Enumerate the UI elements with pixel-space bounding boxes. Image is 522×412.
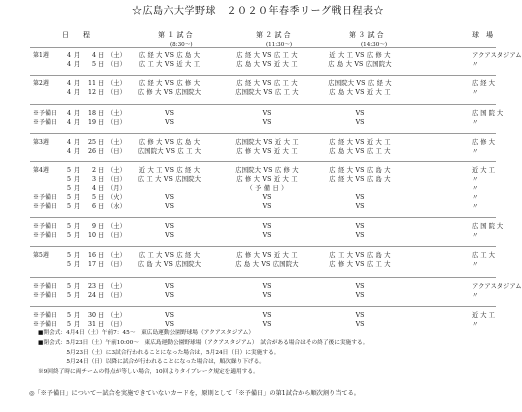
week-label: ※予備日 (33, 312, 58, 319)
weekday: （日） (107, 89, 126, 96)
date-day: 26 (87, 148, 96, 155)
month-suffix: 月 (74, 312, 81, 319)
week-label: ※予備日 (33, 283, 58, 290)
month-suffix: 月 (74, 176, 81, 183)
game-2-matchup: VS (262, 312, 272, 319)
game-3-matchup: VS (355, 283, 365, 290)
game-1-matchup: 広 修 大 VS 広 島 大 (138, 139, 201, 146)
game-1-matchup: VS (165, 223, 174, 230)
weekday: （土） (107, 252, 126, 259)
game-3-matchup: VS (355, 292, 365, 299)
game-3-matchup: 近 大 工 VS 広 修 大 (329, 52, 391, 59)
game-2-matchup: 広 修 大 VS 近 大 工 (236, 148, 298, 155)
game-2-matchup: VS (262, 292, 272, 299)
weekday: （日） (107, 321, 126, 328)
game-2-matchup: VS (262, 110, 272, 117)
game-2-matchup: 広 島 大 VS 近 大 工 (236, 61, 298, 68)
game-3-matchup: 広 工 大 VS 広 島 大 (329, 252, 391, 259)
game-1-matchup: VS (165, 312, 174, 319)
day-suffix: 日 (98, 321, 105, 328)
day-suffix: 日 (98, 232, 105, 239)
date-day: 5 (91, 61, 96, 68)
weekday: （日） (107, 148, 126, 155)
month-suffix: 月 (74, 61, 81, 68)
week-label: ※予備日 (33, 119, 58, 126)
weekday: （土） (107, 223, 126, 230)
stadium-name: 広 国 院 大 (472, 223, 504, 230)
stadium-name: 〃 (472, 61, 479, 68)
date-month: 5 (66, 252, 71, 259)
day-suffix: 日 (98, 61, 105, 68)
week-label: 第2週 (33, 80, 49, 87)
game-3-matchup: VS (355, 312, 365, 319)
header-game1: 第 １ 試 合 (158, 31, 193, 39)
weekday: （日） (107, 292, 126, 299)
day-suffix: 日 (98, 52, 105, 59)
date-month: 4 (66, 110, 71, 117)
date-day: 6 (91, 203, 96, 210)
date-month: 5 (66, 283, 71, 290)
game-1-matchup: VS (165, 292, 174, 299)
day-suffix: 日 (98, 223, 105, 230)
date-day: 4 (91, 185, 96, 192)
date-day: 17 (87, 261, 96, 268)
row-separator (30, 104, 496, 105)
month-suffix: 月 (74, 148, 81, 155)
game-3-matchup: VS (355, 203, 365, 210)
week-label: ※予備日 (33, 194, 58, 201)
month-suffix: 月 (74, 292, 81, 299)
day-suffix: 日 (98, 283, 105, 290)
game-1-matchup: 近 大 工 VS 広 経 大 (138, 167, 201, 174)
game-2-matchup: VS (262, 223, 272, 230)
day-suffix: 日 (98, 194, 105, 201)
game-1-matchup: 広 経 大 VS 広 修 大 (138, 80, 201, 87)
stadium-name: 〃 (472, 261, 479, 268)
weekday: （土） (107, 167, 126, 174)
week-label: ※予備日 (33, 232, 58, 239)
game-2-matchup: 広 経 大 VS 広 工 大 (236, 52, 298, 59)
game-3-matchup: VS (355, 110, 365, 117)
month-suffix: 月 (74, 139, 81, 146)
game-2-matchup: 広 修 大 VS 近 大 工 (236, 176, 298, 183)
date-month: 4 (66, 119, 71, 126)
date-month: 5 (66, 312, 71, 319)
game-1-matchup: 広 工 大 VS 広国院大 (137, 176, 202, 183)
month-suffix: 月 (74, 110, 81, 117)
game-1-matchup: 広国院大 VS 広 工 大 (137, 148, 202, 155)
game-1-matchup: VS (165, 283, 174, 290)
note-tiebreak: ※9回終了時に両チームの得点が等しい場合，10回よりタイブレーク規定を適用する。 (38, 369, 259, 375)
game-1-matchup: 広 工 大 VS 近 大 工 (138, 61, 201, 68)
day-suffix: 日 (98, 110, 105, 117)
stadium-name: 近 大 工 (472, 312, 495, 319)
game-3-matchup: 広 経 大 VS 広 島 大 (329, 167, 391, 174)
game-2-matchup: 広国院大 VS 広 工 大 (235, 89, 299, 96)
date-day: 12 (87, 89, 96, 96)
month-suffix: 月 (74, 203, 81, 210)
weekday: （日） (107, 261, 126, 268)
row-separator (30, 217, 496, 218)
weekday: （水） (107, 203, 126, 210)
day-suffix: 日 (98, 139, 105, 146)
day-suffix: 日 (98, 119, 105, 126)
date-month: 4 (66, 61, 71, 68)
date-month: 4 (66, 80, 71, 87)
month-suffix: 月 (74, 89, 81, 96)
game-3-matchup: VS (355, 223, 365, 230)
weekday: （土） (107, 80, 126, 87)
date-day: 3 (91, 176, 96, 183)
date-month: 5 (66, 261, 71, 268)
footer-note: ◎「※予備日」について～試合を実施できていないカードを，原則として「※予備日」の第1試合から順次割り当てる。 (29, 390, 360, 397)
stadium-name: 〃 (472, 203, 479, 210)
stadium-name: 広 修 大 (472, 139, 495, 146)
month-suffix: 月 (74, 119, 81, 126)
date-day: 16 (87, 252, 96, 259)
day-suffix: 日 (98, 261, 105, 268)
stadium-name: 〃 (472, 185, 479, 192)
stadium-name: 〃 (472, 292, 479, 299)
week-label: ※予備日 (33, 110, 58, 117)
date-day: 23 (87, 283, 96, 290)
month-suffix: 月 (74, 261, 81, 268)
stadium-name: 広 経 大 (472, 80, 495, 87)
month-suffix: 月 (74, 52, 81, 59)
month-suffix: 月 (74, 283, 81, 290)
game-3-matchup: 広 経 大 VS 近 大 工 (329, 139, 391, 146)
month-suffix: 月 (74, 223, 81, 230)
game-1-matchup: VS (165, 321, 174, 328)
month-suffix: 月 (74, 321, 81, 328)
day-suffix: 日 (98, 80, 105, 87)
day-suffix: 日 (98, 312, 105, 319)
month-suffix: 月 (74, 232, 81, 239)
stadium-name: 〃 (472, 321, 479, 328)
date-month: 5 (66, 321, 71, 328)
month-suffix: 月 (74, 80, 81, 87)
game-2-matchup: VS (262, 119, 272, 126)
game-2-matchup: VS (262, 283, 272, 290)
header-time1: (8:30～) (170, 42, 193, 48)
weekday: （日） (107, 176, 126, 183)
date-day: 4 (91, 52, 96, 59)
game-2-matchup: VS (262, 321, 272, 328)
game-1-matchup: 広 島 大 VS 広国院大 (137, 261, 202, 268)
date-day: 19 (87, 119, 96, 126)
stadium-name: 広 工 大 (472, 252, 495, 259)
row-separator (30, 306, 496, 307)
game-3-matchup: 広 島 大 VS 広国院大 (328, 61, 392, 68)
row-separator (30, 133, 496, 134)
date-month: 4 (66, 52, 71, 59)
game-3-matchup: VS (355, 232, 365, 239)
stadium-name: 近 大 工 (472, 167, 495, 174)
day-suffix: 日 (98, 176, 105, 183)
header-time2: (11:30～) (266, 42, 293, 48)
game-2-matchup: VS (262, 232, 272, 239)
note-closing: ■閉会式：5月23日（土）午前10:00～ 東広島運動公園野球場（アクアスタジアム） 試合がある場合はその終了後に実施する。 (38, 340, 369, 346)
month-suffix: 月 (74, 252, 81, 259)
game-3-matchup: 広 島 大 VS 近 大 工 (329, 89, 391, 96)
day-suffix: 日 (98, 292, 105, 299)
month-suffix: 月 (74, 194, 81, 201)
weekday: （土） (107, 52, 126, 59)
game-1-matchup: VS (165, 119, 174, 126)
weekday: （日） (107, 61, 126, 68)
stadium-name: 〃 (472, 194, 479, 201)
weekday: （日） (107, 232, 126, 239)
date-month: 5 (66, 223, 71, 230)
game-1-matchup: 広 工 大 VS 広 経 大 (138, 252, 201, 259)
row-separator (30, 161, 496, 162)
date-month: 4 (66, 148, 71, 155)
stadium-name: アクアスタジアム (472, 283, 522, 290)
date-month: 5 (66, 292, 71, 299)
week-label: 第5週 (33, 252, 49, 259)
header-stadium: 球 場 (472, 31, 493, 39)
day-suffix: 日 (98, 89, 105, 96)
date-month: 5 (66, 203, 71, 210)
day-suffix: 日 (98, 148, 105, 155)
week-label: 第1週 (33, 52, 49, 59)
week-label: ※予備日 (33, 203, 58, 210)
date-month: 5 (66, 176, 71, 183)
date-day: 30 (87, 312, 96, 319)
note-closing-alt1: 5月23日（土）に3試合行われることになった場合は，5月24日（日）に実施する。 (38, 350, 280, 356)
game-1-matchup: 広 経 大 VS 広 島 大 (138, 52, 201, 59)
game-2-matchup: 広 経 大 VS 広 工 大 (236, 80, 298, 87)
row-separator (30, 277, 496, 278)
date-day: 10 (87, 232, 96, 239)
date-month: 5 (66, 232, 71, 239)
date-day: 11 (87, 80, 96, 87)
date-month: 5 (66, 167, 71, 174)
row-separator (30, 75, 496, 76)
game-2-matchup: VS (262, 203, 272, 210)
game-2-matchup: 広 島 大 VS 広国院大 (235, 261, 299, 268)
weekday: （土） (107, 139, 126, 146)
day-suffix: 日 (98, 185, 105, 192)
game-2-matchup: 広国院大 VS 近 大 工 (235, 139, 299, 146)
date-month: 4 (66, 89, 71, 96)
header-game3: 第 ３ 試 合 (349, 31, 384, 39)
game-2-matchup: 広国院大 VS 広 修 大 (235, 167, 299, 174)
header-game2: 第 ２ 試 合 (256, 31, 291, 39)
month-suffix: 月 (74, 167, 81, 174)
date-day: 5 (91, 194, 96, 201)
header-time3: (14:30～) (361, 42, 388, 48)
game-2-matchup: （ 予 備 日 ） (246, 185, 288, 192)
week-label: ※予備日 (33, 223, 58, 230)
game-1-matchup: VS (165, 203, 174, 210)
day-suffix: 日 (98, 252, 105, 259)
weekday: （土） (107, 110, 126, 117)
game-3-matchup: 広 修 大 VS 広 工 大 (329, 261, 391, 268)
game-3-matchup: 広 島 大 VS 広 工 大 (329, 148, 391, 155)
note-opening: ■開会式：4月4日（土）午前7：45～ 東広島運動公園野球場（アクアスタジアム） (38, 330, 255, 336)
header-date: 日 程 (62, 31, 90, 39)
stadium-name: 広 国 院 大 (472, 110, 504, 117)
game-1-matchup: 広 修 大 VS 広国院大 (137, 89, 202, 96)
date-month: 5 (66, 185, 71, 192)
date-day: 2 (91, 167, 96, 174)
row-separator (30, 246, 496, 247)
game-1-matchup: VS (165, 194, 174, 201)
weekday: （日） (107, 119, 126, 126)
date-month: 5 (66, 194, 71, 201)
week-label: 第3週 (33, 139, 49, 146)
month-suffix: 月 (74, 185, 81, 192)
stadium-name: アクアスタジアム (472, 52, 522, 59)
date-day: 18 (87, 110, 96, 117)
game-3-matchup: 広国院大 VS 広 経 大 (328, 80, 392, 87)
stadium-name: 〃 (472, 232, 479, 239)
weekday: （土） (107, 312, 126, 319)
game-1-matchup: VS (165, 232, 174, 239)
game-3-matchup: VS (355, 119, 365, 126)
date-month: 4 (66, 139, 71, 146)
stadium-name: 〃 (472, 89, 479, 96)
game-2-matchup: 広 修 大 VS 近 大 工 (236, 252, 298, 259)
stadium-name: 〃 (472, 176, 479, 183)
week-label: 第4週 (33, 167, 49, 174)
game-1-matchup: VS (165, 110, 174, 117)
week-label: ※予備日 (33, 292, 58, 299)
page-title: ☆広島六大学野球 ２０２０年春季リーグ戦日程表☆ (132, 6, 384, 17)
date-day: 25 (87, 139, 96, 146)
game-3-matchup: VS (355, 321, 365, 328)
game-3-matchup: VS (355, 194, 365, 201)
week-label: ※予備日 (33, 321, 58, 328)
date-day: 24 (87, 292, 96, 299)
stadium-name: 〃 (472, 119, 479, 126)
game-3-matchup: 広 経 大 VS 広 島 大 (329, 176, 391, 183)
game-2-matchup: VS (262, 194, 272, 201)
row-separator (30, 47, 496, 48)
date-day: 9 (91, 223, 96, 230)
date-day: 31 (87, 321, 96, 328)
day-suffix: 日 (98, 203, 105, 210)
weekday: （月） (107, 185, 126, 192)
weekday: （土） (107, 283, 126, 290)
weekday: （火） (107, 194, 126, 201)
note-closing-alt2: 5月24日（日）以降に試合が行われることになった場合は，順次繰り下げる。 (38, 359, 265, 365)
day-suffix: 日 (98, 167, 105, 174)
stadium-name: 〃 (472, 148, 479, 155)
